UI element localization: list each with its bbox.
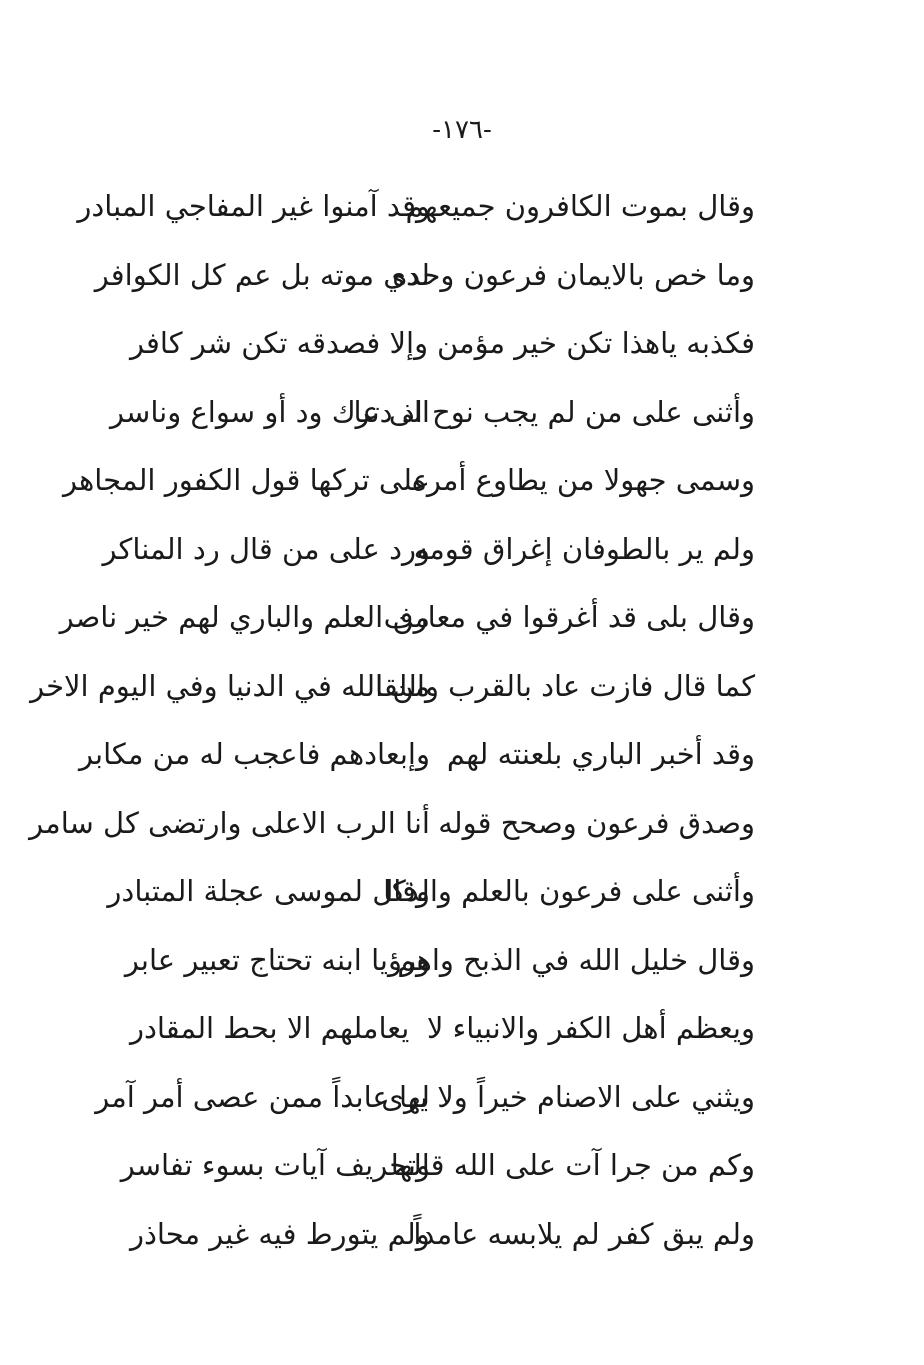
verse-second-hemistich: ولم يتورط فيه غير محاذر [130, 1216, 430, 1251]
verse [124, 926, 755, 995]
verse [59, 583, 755, 652]
page-number: -١٧٦- [432, 115, 492, 145]
verse-second-hemistich: ورؤيا ابنه تحتاج تعبير عابر [124, 942, 430, 977]
verse [102, 515, 755, 584]
verse [130, 309, 755, 378]
verse-first-hemistich: ولم يبق كفر لم يلابسه عامداً [413, 1216, 755, 1251]
verse-second-hemistich: وقد آمنوا غير المفاجي المبادر [77, 189, 430, 224]
verse [29, 789, 755, 858]
verse [30, 652, 755, 721]
verse-second-hemistich: من الله في الدنيا وفي اليوم الاخر [30, 668, 430, 703]
verse-second-hemistich: لها عابداً ممن عصى أمر آمر [95, 1079, 430, 1114]
verse [130, 1200, 755, 1269]
verse-first-hemistich: وكم من جرا آت على الله قالها [390, 1148, 755, 1183]
verse-first-hemistich: وأثنى على فرعون بالعلم والذكا [383, 874, 755, 909]
verse-second-hemistich: على تركها قول الكفور المجاهر [62, 463, 430, 498]
poem [29, 172, 755, 1268]
verse-second-hemistich: يعاملهم الا بحط المقادر [130, 1011, 410, 1046]
verse-first-hemistich: ولم ير بالطوفان إغراق قومه [413, 531, 755, 566]
verse [120, 1131, 755, 1200]
verse [94, 241, 755, 310]
verse [77, 172, 755, 241]
verse-second-hemistich: الى ترك ود أو سواع وناسر [110, 394, 430, 429]
verse [62, 446, 755, 515]
verse [107, 857, 755, 926]
verse-second-hemistich: ورد على من قال رد المناكر [102, 531, 430, 566]
verse [130, 994, 755, 1063]
verse-first-hemistich: وقال بلى قد أغرقوا في معارف [383, 600, 755, 635]
verse-first-hemistich: ويثني على الاصنام خيراً ولا يرى [381, 1079, 755, 1114]
verse [110, 378, 755, 447]
verse-second-hemistich: وإبعادهم فاعجب له من مكابر [79, 737, 430, 772]
verse-first-hemistich: وأثنى على من لم يجب نوح اذ دعا [353, 394, 755, 429]
verse [79, 720, 755, 789]
verse-first-hemistich: وقد أخبر الباري بلعنته لهم [446, 737, 755, 772]
verse-second-hemistich: وتحريف آيات بسوء تفاسر [120, 1148, 430, 1183]
verse-second-hemistich: وقال لموسى عجلة المتبادر [107, 874, 430, 909]
verse-first-hemistich: وما خص بالايمان فرعون وحده [392, 257, 755, 292]
verse-first-hemistich: وقال بموت الكافرون جميعهم [405, 189, 755, 224]
verse-second-hemistich: من العلم والباري لهم خير ناصر [59, 600, 430, 635]
verse-first-hemistich: ويعظم أهل الكفر والانبياء لا [426, 1011, 755, 1046]
verse [95, 1063, 755, 1132]
verse-second-hemistich: أنا الرب الاعلى وارتضى كل سامر [29, 805, 430, 840]
verse-first-hemistich: فكذبه ياهذا تكن خير مؤمن [436, 326, 755, 361]
verse-first-hemistich: وصدق فرعون وصحح قوله [438, 805, 755, 840]
verse-first-hemistich: وسمى جهولا من يطاوع أمره [411, 463, 755, 498]
verse-second-hemistich: وإلا فصدقه تكن شر كافر [130, 326, 429, 361]
verse-first-hemistich: وقال خليل الله في الذبح واهم [397, 942, 755, 977]
verse-second-hemistich: لدي موته بل عم كل الكوافر [94, 257, 430, 292]
verse-first-hemistich: كما قال فازت عاد بالقرب واللقا [374, 668, 755, 703]
